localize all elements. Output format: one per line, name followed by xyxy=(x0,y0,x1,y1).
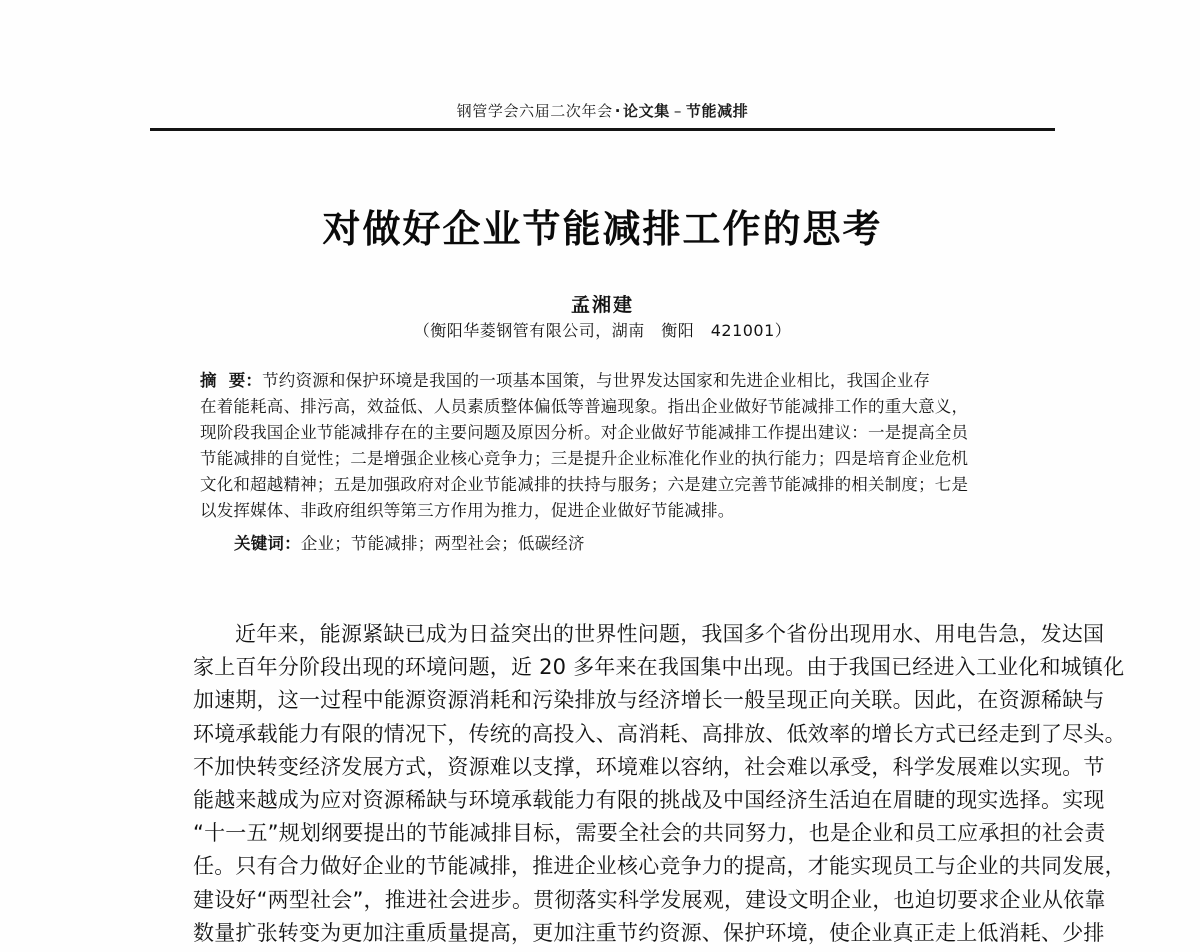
body-line: 近年来，能源紧缺已成为日益突出的世界性问题，我国多个省份出现用水、用电告急，发达国 xyxy=(235,622,1105,646)
body-line: 任。只有合力做好企业的节能减排，推进企业核心竞争力的提高，才能实现员工与企业的共同发展， xyxy=(193,854,1126,879)
keywords-value: 企业；节能减排；两型社会；低碳经济 xyxy=(300,534,585,553)
abstract-text: 节约资源和保护环境是我国的一项基本国策，与世界发达国家和先进企业相比，我国企业存 xyxy=(262,371,931,390)
abstract-line: 现阶段我国企业节能减排存在的主要问题及原因分析。对企业做好节能减排工作提出建议：一是提高全员 xyxy=(200,423,969,442)
abstract-line: 以发挥媒体、非政府组织等第三方作用为推力，促进企业做好节能减排。 xyxy=(200,501,735,520)
abstract-line: 文化和超越精神；五是加强政府对企业节能减排的扶持与服务；六是建立完善节能减排的相关制度；七是 xyxy=(200,475,969,494)
abstract-block xyxy=(200,368,1012,557)
running-header-proceedings: 论文集 xyxy=(623,102,670,120)
keywords-label: 关键词： xyxy=(234,534,301,553)
body-line: 能越来越成为应对资源稀缺与环境承载能力有限的挑战及中国经济生活迫在眉睫的现实选择。实现 xyxy=(193,788,1105,813)
abstract-line: 节能减排的自觉性；二是增强企业核心竞争力；三是提升企业标准化作业的执行能力；四是培育企业危机 xyxy=(200,449,969,468)
body-line: 环境承载能力有限的情况下，传统的高投入、高消耗、高排放、低效率的增长方式已经走到了尽头。 xyxy=(193,721,1126,746)
abstract-label-part2: 要： xyxy=(228,371,263,390)
author-name: 孟湘建 xyxy=(570,294,634,316)
page-title: 对做好企业节能减排工作的思考 xyxy=(322,207,883,251)
body-line: “十一五”规划纲要提出的节能减排目标，需要全社会的共同努力，也是企业和员工应承担的社会责 xyxy=(193,821,1106,846)
body-line: 不加快转变经济发展方式，资源难以支撑，环境难以容纳，社会难以承受，科学发展难以实现。节 xyxy=(193,754,1105,779)
body-line: 数量扩张转变为更加注重质量提高，更加注重节约资源、保护环境，使企业真正走上低消耗、少排 xyxy=(193,920,1105,945)
abstract-line xyxy=(200,368,1012,394)
abstract-line: 在着能耗高、排污高，效益低、人员素质整体偏低等普遍现象。指出企业做好节能减排工作的重大意义， xyxy=(200,397,969,416)
body-line: 家上百年分阶段出现的环境问题，近 20 多年来在我国集中出现。由于我国已经进入工业化和城镇化 xyxy=(193,655,1125,680)
running-header-dot: · xyxy=(614,102,621,120)
header-divider-rule xyxy=(150,128,1055,131)
author-affiliation: （衡阳华菱钢管有限公司，湖南 衡阳 421001） xyxy=(413,321,792,340)
keywords-line xyxy=(200,531,1012,557)
abstract-label-part1: 摘 xyxy=(200,371,217,390)
body-line: 建设好“两型社会”，推进社会进步。贯彻落实科学发展观，建设文明企业，也迫切要求企业从依靠 xyxy=(193,887,1106,912)
running-header-dash: – xyxy=(673,102,682,120)
running-header-topic: 节能减排 xyxy=(685,102,749,120)
running-header-journal: 钢管学会六届二次年会 xyxy=(456,102,613,120)
running-header xyxy=(150,100,1055,121)
body-text-block xyxy=(193,618,1126,950)
abstract-label xyxy=(200,371,262,390)
body-line: 加速期，这一过程中能源资源消耗和污染排放与经济增长一般呈现正向关联。因此，在资源稀缺与 xyxy=(193,688,1105,713)
